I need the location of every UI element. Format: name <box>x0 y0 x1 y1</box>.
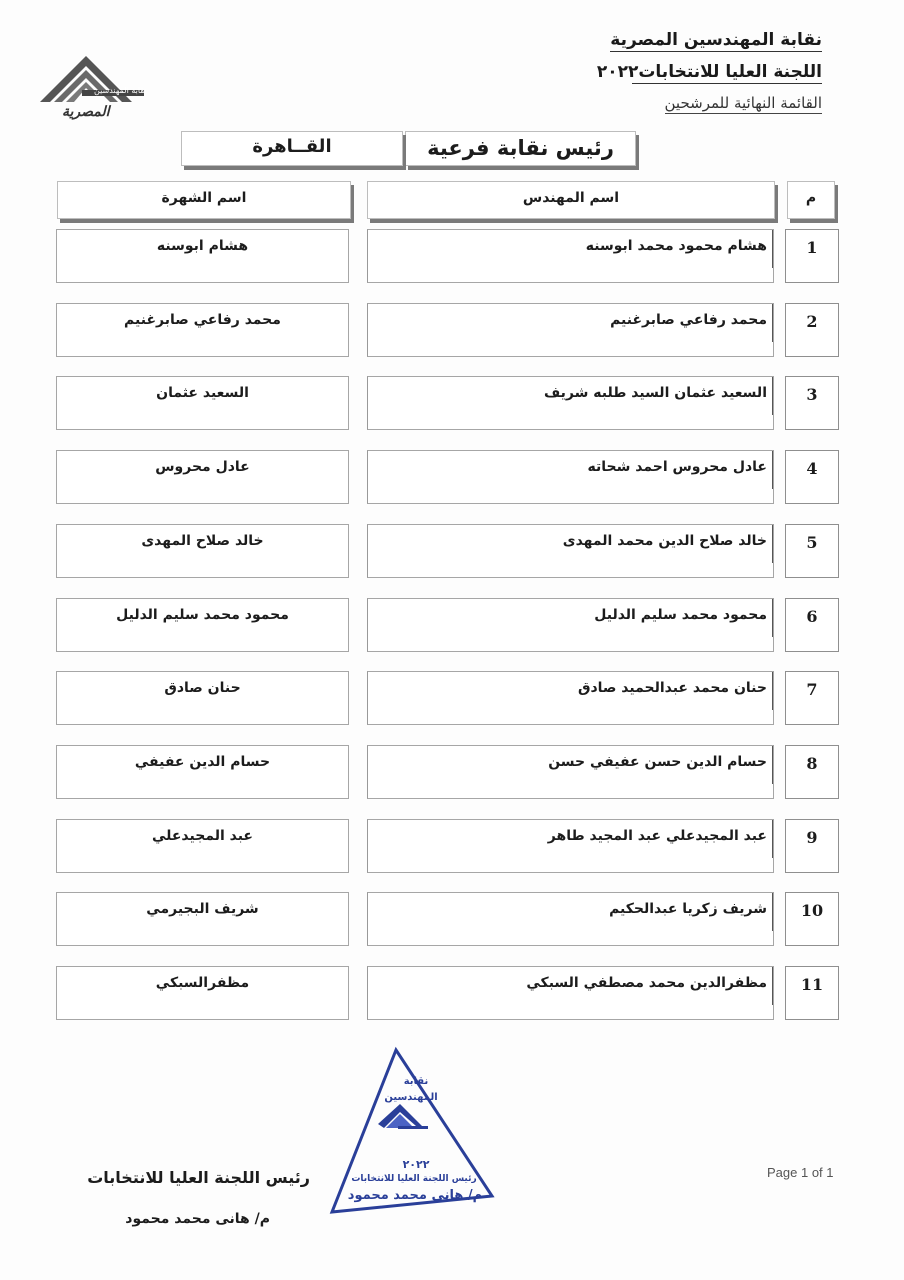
position-title-box <box>405 131 636 166</box>
column-header-engineer-name <box>367 181 775 219</box>
known-name: هشام ابوسنه <box>156 238 249 254</box>
logo-text-line2: المصرية <box>62 104 110 120</box>
row-number: 6 <box>806 607 818 626</box>
logo-text-line1: نقابة المهندسين <box>94 86 147 95</box>
known-name-cell <box>56 450 349 504</box>
row-number-cell <box>785 524 839 578</box>
engineer-name: محمد رفاعي صابرغنيم <box>610 312 767 328</box>
stamp-line1: نقابة <box>403 1076 429 1087</box>
engineer-name: عادل محروس احمد شحاته <box>587 459 767 475</box>
row-number: 5 <box>806 533 818 552</box>
list-title: القائمة النهائية للمرشحين <box>664 94 822 112</box>
known-name: محمود محمد سليم الدليل <box>116 607 289 623</box>
engineer-name: مظفرالدين محمد مصطفي السبكي <box>526 975 767 991</box>
signature-name: م/ هانى محمد محمود <box>125 1211 270 1227</box>
engineer-name: هشام محمود محمد ابوسنه <box>585 238 767 254</box>
stamp-name: م/ هاني محمد محمود <box>347 1188 483 1203</box>
official-stamp <box>326 1046 496 1218</box>
row-number: 3 <box>806 385 818 404</box>
engineer-name: حنان محمد عبدالحميد صادق <box>577 680 767 696</box>
engineer-name-cell <box>367 966 774 1020</box>
row-number-cell <box>785 819 839 873</box>
column-header-known-name-label: اسم الشهرة <box>161 190 247 206</box>
known-name: حنان صادق <box>164 680 241 696</box>
known-name: محمد رفاعي صابرغنيم <box>124 312 281 328</box>
engineer-name-cell <box>367 376 774 430</box>
known-name-cell <box>56 745 349 799</box>
engineer-name: شريف زكريا عبدالحكيم <box>609 901 767 917</box>
row-number: 11 <box>800 975 824 994</box>
known-name: عبد المجيدعلي <box>151 828 253 844</box>
row-number-cell <box>785 450 839 504</box>
row-number: 2 <box>806 312 818 331</box>
stamp-role: رئيس اللجنة العليا للانتخابات <box>351 1174 477 1184</box>
row-number-cell <box>785 303 839 357</box>
known-name-cell <box>56 524 349 578</box>
engineer-name-cell <box>367 892 774 946</box>
row-number-cell <box>785 376 839 430</box>
stamp-year: ٢٠٢٢ <box>402 1158 430 1171</box>
engineer-name-cell <box>367 303 774 357</box>
org-name: نقابة المهندسين المصرية <box>610 30 822 50</box>
known-name: خالد صلاح المهدى <box>141 533 264 549</box>
engineer-name: السعيد عثمان السيد طلبه شريف <box>544 385 767 401</box>
engineer-name-cell <box>367 450 774 504</box>
column-header-engineer-name-label: اسم المهندس <box>522 190 620 206</box>
row-number-cell <box>785 671 839 725</box>
row-number: 1 <box>806 238 818 257</box>
engineer-name-cell <box>367 819 774 873</box>
row-number-cell <box>785 966 839 1020</box>
column-header-number-label: م <box>805 190 817 206</box>
known-name-cell <box>56 966 349 1020</box>
known-name-cell <box>56 671 349 725</box>
signature-title: رئيس اللجنة العليا للانتخابات <box>87 1168 310 1187</box>
page-indicator: Page 1 of 1 <box>767 1165 834 1180</box>
row-number-cell <box>785 745 839 799</box>
branch-box <box>181 131 403 166</box>
engineer-name: محمود محمد سليم الدليل <box>594 607 767 623</box>
engineer-name-cell <box>367 598 774 652</box>
row-number-cell <box>785 598 839 652</box>
known-name: عادل محروس <box>155 459 250 475</box>
engineer-name: حسام الدين حسن عفيفي حسن <box>548 754 767 770</box>
row-number-cell <box>785 892 839 946</box>
known-name: السعيد عثمان <box>156 385 249 401</box>
engineer-name-cell <box>367 229 774 283</box>
known-name-cell <box>56 598 349 652</box>
known-name-cell <box>56 819 349 873</box>
stamp-line2: المهندسين <box>384 1092 438 1103</box>
known-name: شريف البجيرمي <box>146 901 259 917</box>
position-title: رئيس نقابة فرعية <box>427 136 614 160</box>
engineer-name-cell <box>367 671 774 725</box>
known-name: حسام الدين عفيفي <box>134 754 271 770</box>
known-name-cell <box>56 376 349 430</box>
committee-title: اللجنة العليا للانتخابات٢٠٢٢ <box>596 62 822 82</box>
syndicate-logo <box>38 50 148 125</box>
row-number: 10 <box>800 901 824 920</box>
column-header-known-name <box>57 181 351 219</box>
known-name-cell <box>56 229 349 283</box>
branch-name: القــاهرة <box>252 136 332 157</box>
row-number: 4 <box>806 459 818 478</box>
row-number: 9 <box>806 828 818 847</box>
engineer-name-cell <box>367 745 774 799</box>
engineer-name: عبد المجيدعلي عبد المجيد طاهر <box>547 828 767 844</box>
row-number-cell <box>785 229 839 283</box>
engineer-name: خالد صلاح الدين محمد المهدى <box>562 533 767 549</box>
row-number: 7 <box>806 680 818 699</box>
known-name: مظفرالسبكي <box>155 975 250 991</box>
known-name-cell <box>56 892 349 946</box>
row-number: 8 <box>806 754 818 773</box>
engineer-name-cell <box>367 524 774 578</box>
column-header-number <box>787 181 835 219</box>
known-name-cell <box>56 303 349 357</box>
